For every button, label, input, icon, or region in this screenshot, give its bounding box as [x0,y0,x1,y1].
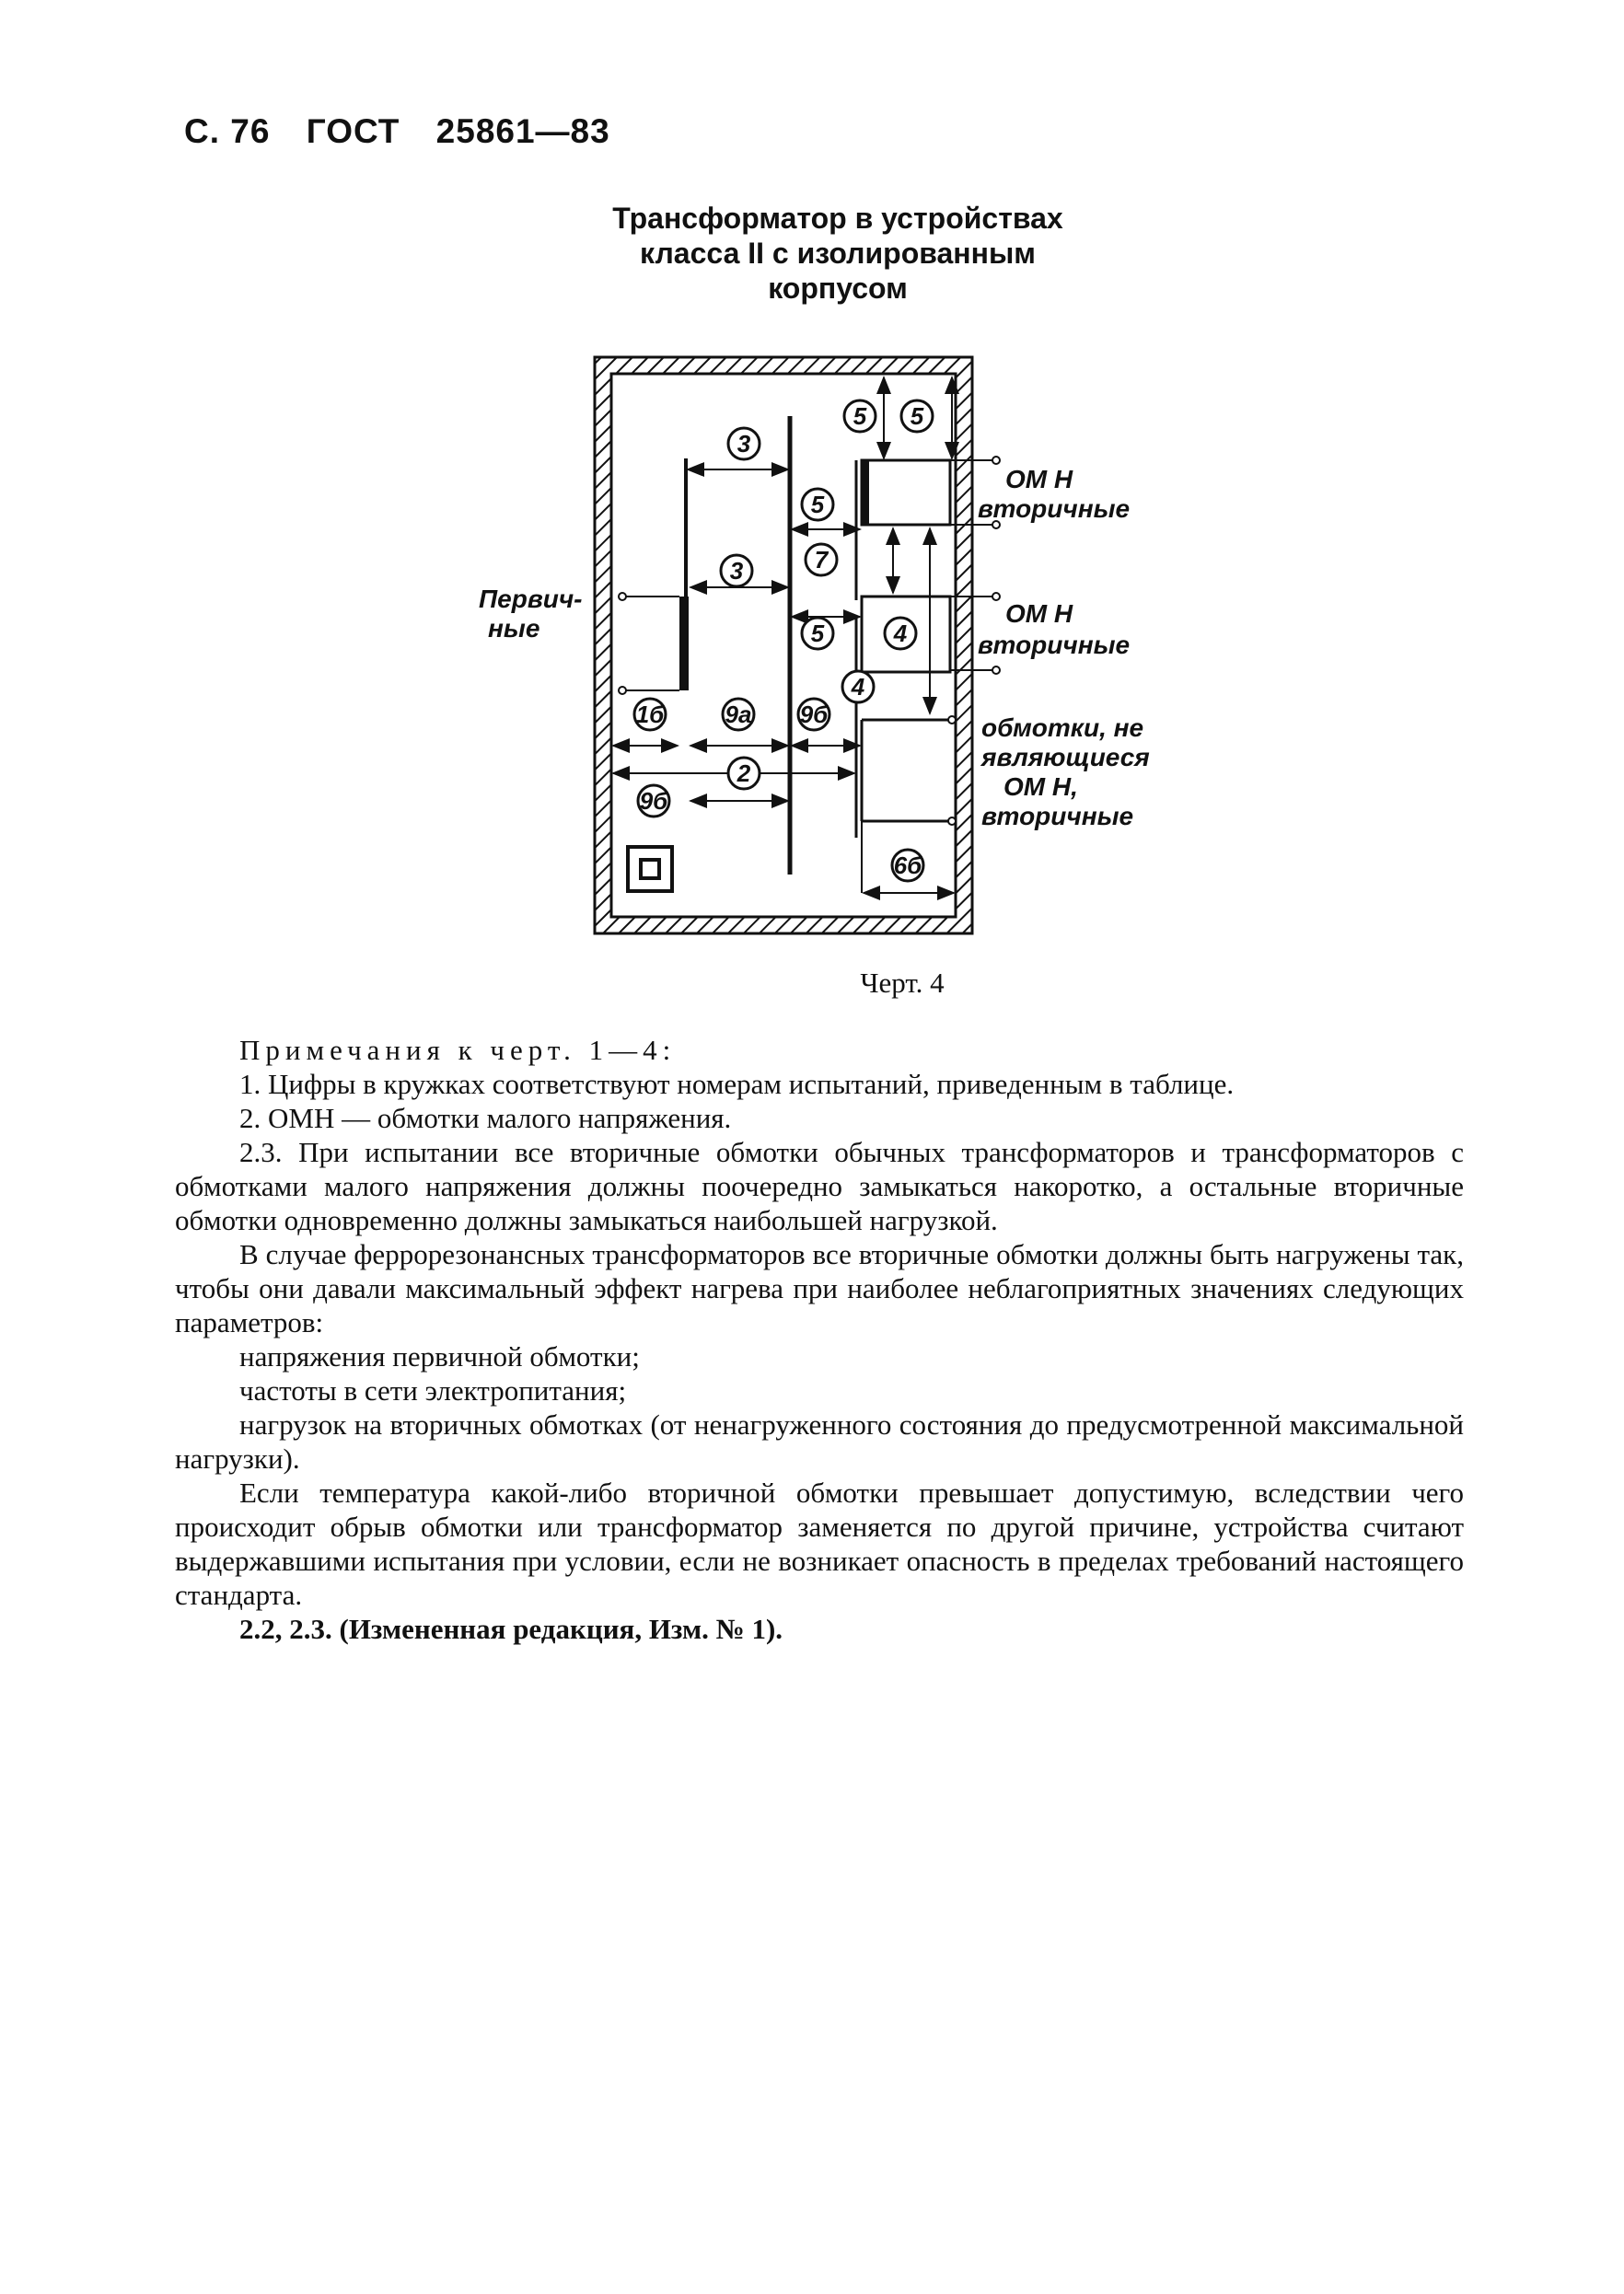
label-nonomn-4: вторичные [981,802,1134,830]
svg-text:3: 3 [737,430,751,458]
svg-text:9б: 9б [799,701,829,728]
svg-text:6б: 6б [893,852,922,879]
figure-caption: Черт. 4 [860,967,945,999]
circle-3a [728,428,760,459]
circle-6b [892,850,923,881]
svg-text:5: 5 [810,620,825,647]
circle-4-box [885,618,916,649]
figure-title-line-3: корпусом [768,272,908,305]
circle-5b [901,400,933,432]
non-omn-winding [862,720,950,821]
class-ii-symbol-icon [628,847,672,891]
note-item-2: 2. ОМН — обмотки малого напряжения. [239,1102,732,1134]
notes-heading: Примечания к черт. 1—4: [239,1034,677,1066]
svg-text:3: 3 [729,557,744,585]
figure-title-line-2: класса II с изолированным [640,237,1036,270]
svg-text:5: 5 [810,491,825,518]
svg-text:5: 5 [910,402,924,430]
transformer-diagram [460,341,1215,948]
note-item-1: 1. Цифры в кружках соответствуют номерам испытаний, приведенным в таблице. [239,1068,1235,1100]
amendment-note: 2.2, 2.3. (Измененная редакция, Изм. № 1). [239,1613,783,1645]
svg-text:4: 4 [851,673,865,701]
standard-number: 25861—83 [435,112,610,150]
page-number: С. 76 [184,112,271,150]
figure-title [516,201,1160,306]
note-item-5: напряжения первичной обмотки; [239,1340,640,1373]
svg-text:9а: 9а [725,701,752,728]
circle-5d [802,618,833,649]
circle-1b [634,699,666,730]
circle-3b [721,555,752,586]
note-item-6: частоты в сети электропитания; [239,1374,627,1407]
label-omn-1b: вторичные [978,494,1131,523]
note-item-7: нагрузок на вторичных обмотках (от ненагруженного состояния до предусмотренной максимальной нагрузки). [175,1408,1464,1475]
standard-label: ГОСТ [306,112,400,150]
circle-9b-low [638,785,669,817]
label-nonomn-2: являющиеся [981,743,1150,771]
page-header [184,112,636,151]
label-primary-1: Первич- [479,585,583,613]
svg-text:7: 7 [814,546,829,574]
circle-9a [723,699,754,730]
secondary-winding-1 [862,460,950,525]
circle-2 [728,758,760,789]
note-item-4: В случае феррорезонансных трансформаторов все вторичные обмотки должны быть нагружены так, чтобы они давали максимальный эффект нагрева при наиболее неблагоприятных значениях следующих параметров: [175,1238,1464,1338]
svg-text:9б: 9б [639,787,668,815]
svg-text:1б: 1б [635,701,665,728]
circle-5c [802,489,833,520]
circle-7 [806,544,837,575]
label-nonomn-3: ОМ Н, [1003,772,1078,801]
circle-5a [844,400,876,432]
notes-section [175,1033,1464,1646]
label-nonomn-1: обмотки, не [981,713,1144,742]
circle-4b [842,671,874,702]
svg-text:4: 4 [893,620,908,647]
label-omn-2b: вторичные [978,631,1131,659]
svg-text:5: 5 [853,402,867,430]
primary-winding [679,597,689,690]
note-item-8: Если температура какой-либо вторичной обмотки превышает допустимую, вследствии чего происходит обрыв обмотки или трансформатор заменяется по другой причине, устройства считают выдержавшими испытания при условии, если не возникает опасность в пределах требований настоящего стандарта. [175,1477,1464,1611]
label-omn-2a: ОМ Н [1005,599,1073,628]
label-omn-1a: ОМ Н [1005,465,1073,493]
figure-title-line-1: Трансформатор в устройствах [612,202,1063,235]
circle-9b-mid [798,699,829,730]
svg-text:2: 2 [737,759,751,787]
note-item-3: 2.3. При испытании все вторичные обмотки обычных трансформаторов и трансформаторов с обмотками малого напряжения должны поочередно замыкаться накоротко, а остальные вторичные обмотки одновременно должны замыкаться наибольшей нагрузкой. [175,1136,1464,1236]
label-primary-2: ные [488,614,540,643]
